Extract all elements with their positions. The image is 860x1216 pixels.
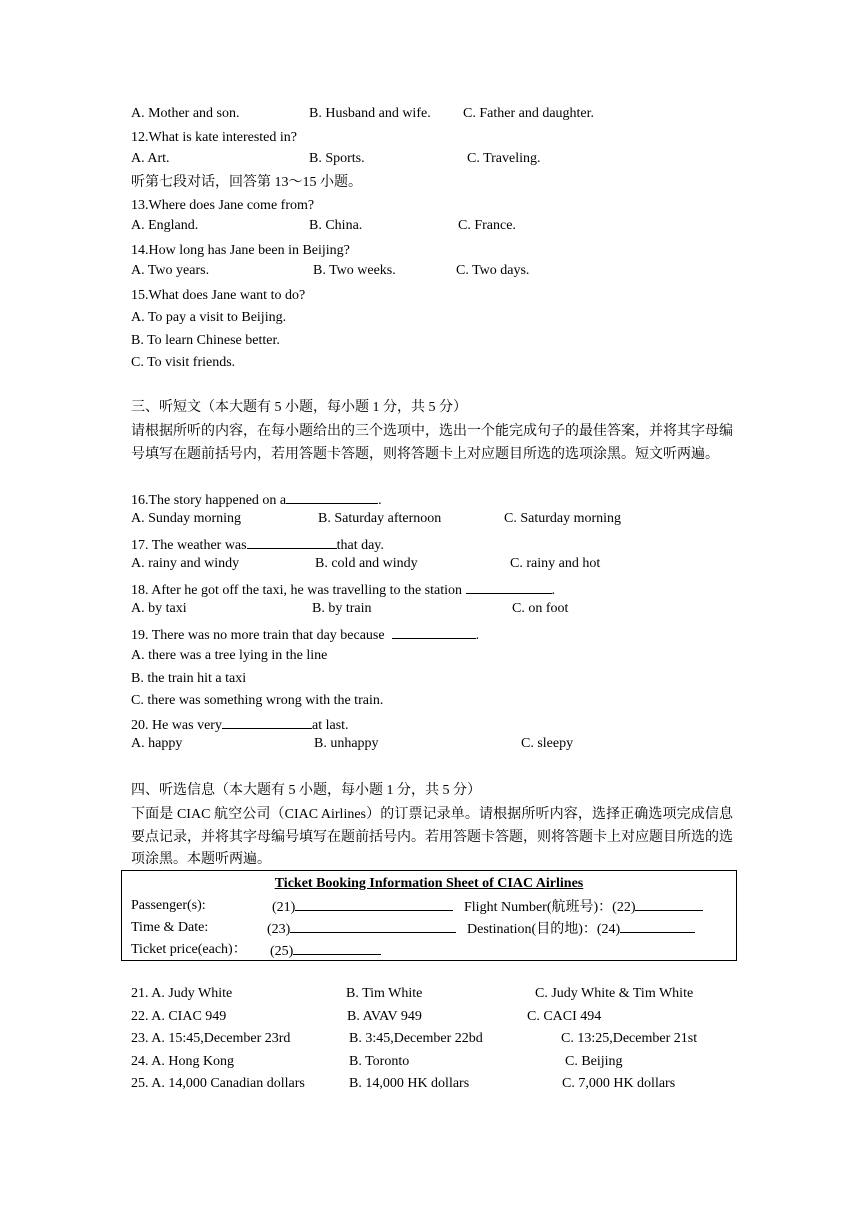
q19-option-b: B. the train hit a taxi	[131, 671, 247, 686]
q17-stem-end: that day.	[336, 538, 384, 553]
q19-stem	[131, 624, 479, 644]
passenger-answer-blank	[295, 896, 453, 911]
flight-number-answer-blank	[635, 896, 703, 911]
q16-option-a: A. Sunday morning	[131, 511, 242, 526]
q14-option-c: C. Two days.	[456, 263, 530, 278]
q21-option-a: 21. A. Judy White	[131, 986, 233, 1001]
q16-stem	[131, 489, 382, 509]
q14-option-a: A. Two years.	[131, 263, 210, 278]
q19-answer-blank	[392, 624, 476, 639]
q25-option-c: C. 7,000 HK dollars	[562, 1076, 676, 1091]
q25-option-a: 25. A. 14,000 Canadian dollars	[131, 1076, 305, 1091]
q13-option-a: A. England.	[131, 218, 199, 233]
time-date-answer-blank	[290, 918, 456, 933]
q24-option-a: 24. A. Hong Kong	[131, 1054, 235, 1069]
q19-option-c: C. there was something wrong with the train.	[131, 693, 384, 708]
q17-answer-blank	[247, 534, 337, 549]
q13-stem: 13.Where does Jane come from?	[131, 198, 315, 213]
q17-option-c: C. rainy and hot	[510, 556, 601, 571]
ticket-sheet-title: Ticket Booking Information Sheet of CIAC Airlines	[274, 876, 584, 891]
q16-stem-text: 16.The story happened on a	[131, 493, 287, 508]
q22-option-c: C. CACI 494	[527, 1009, 602, 1024]
q16-option-b: B. Saturday afternoon	[318, 511, 442, 526]
ticket-price-field-number: (25)	[270, 944, 294, 959]
q23-option-b: B. 3:45,December 22bd	[349, 1031, 483, 1046]
q18-option-b: B. by train	[312, 601, 372, 616]
passenger-field-number: (21)	[272, 900, 296, 915]
passenger-field	[272, 896, 453, 916]
destination-label: Destination(目的地)：(24)	[467, 922, 621, 937]
time-date-field-number: (23)	[267, 922, 291, 937]
q15-option-b: B. To learn Chinese better.	[131, 333, 280, 348]
q21-option-c: C. Judy White & Tim White	[535, 986, 694, 1001]
q18-stem-text: 18. After he got off the taxi, he was travelling to the station	[131, 583, 462, 598]
q16-option-c: C. Saturday morning	[504, 511, 622, 526]
q19-stem-end: .	[475, 628, 480, 643]
q20-stem	[131, 714, 349, 734]
section4-heading: 四、听选信息（本大题有 5 小题，每小题 1 分，共 5 分）	[131, 783, 481, 798]
q11-option-a: A. Mother and son.	[131, 106, 240, 121]
q18-answer-blank	[466, 579, 552, 594]
q23-option-a: 23. A. 15:45,December 23rd	[131, 1031, 291, 1046]
destination-field	[467, 918, 695, 938]
q15-option-a: A. To pay a visit to Beijing.	[131, 310, 287, 325]
q16-answer-blank	[286, 489, 378, 504]
q15-option-c: C. To visit friends.	[131, 355, 236, 370]
q17-option-a: A. rainy and windy	[131, 556, 240, 571]
q22-option-b: B. AVAV 949	[347, 1009, 422, 1024]
q20-option-c: C. sleepy	[521, 736, 574, 751]
q18-option-c: C. on foot	[512, 601, 569, 616]
ticket-price-answer-blank	[293, 940, 381, 955]
ticket-price-field	[270, 940, 381, 960]
q13-option-c: C. France.	[458, 218, 516, 233]
time-date-label: Time & Date:	[131, 920, 209, 935]
q20-option-b: B. unhappy	[314, 736, 379, 751]
q18-option-a: A. by taxi	[131, 601, 187, 616]
q15-stem: 15.What does Jane want to do?	[131, 288, 306, 303]
dialog7-instruction: 听第七段对话，回答第 13～15 小题。	[131, 175, 362, 190]
q14-stem: 14.How long has Jane been in Beijing?	[131, 243, 350, 258]
flight-number-label: Flight Number(航班号)：(22)	[464, 900, 636, 915]
q18-stem	[131, 579, 555, 599]
q12-option-b: B. Sports.	[309, 151, 365, 166]
destination-answer-blank	[620, 918, 695, 933]
q17-stem	[131, 534, 384, 554]
passenger-label: Passenger(s):	[131, 898, 206, 913]
section3-instruction: 请根据所听的内容，在每小题给出的三个选项中，选出一个能完成句子的最佳答案，并将其字母编号填写在题前括号内，若用答题卡答题，则将答题卡上对应题目所选的选项涂黑。短文听两遍。	[131, 424, 733, 462]
q11-option-b: B. Husband and wife.	[309, 106, 431, 121]
q21-option-b: B. Tim White	[346, 986, 423, 1001]
q18-stem-end: .	[551, 583, 555, 598]
q16-stem-end: .	[378, 493, 382, 508]
q24-option-b: B. Toronto	[349, 1054, 410, 1069]
ticket-price-label: Ticket price(each)：	[131, 942, 247, 957]
ticket-booking-sheet	[121, 870, 737, 961]
q12-stem: 12.What is kate interested in?	[131, 130, 297, 145]
q20-option-a: A. happy	[131, 736, 183, 751]
q12-option-a: A. Art.	[131, 151, 170, 166]
q17-option-b: B. cold and windy	[315, 556, 418, 571]
q14-option-b: B. Two weeks.	[313, 263, 396, 278]
q13-option-b: B. China.	[309, 218, 363, 233]
q20-stem-text: 20. He was very	[131, 718, 222, 733]
q20-answer-blank	[222, 714, 312, 729]
q24-option-c: C. Beijing	[565, 1054, 623, 1069]
section3-heading: 三、听短文（本大题有 5 小题，每小题 1 分，共 5 分）	[131, 400, 467, 415]
q19-option-a: A. there was a tree lying in the line	[131, 648, 328, 663]
q19-stem-text: 19. There was no more train that day because	[131, 628, 385, 643]
flight-number-field	[464, 896, 703, 916]
time-date-field	[267, 918, 456, 938]
q11-option-c: C. Father and daughter.	[463, 106, 595, 121]
q23-option-c: C. 13:25,December 21st	[561, 1031, 698, 1046]
q12-option-c: C. Traveling.	[467, 151, 541, 166]
q25-option-b: B. 14,000 HK dollars	[349, 1076, 470, 1091]
q17-stem-text: 17. The weather was	[131, 538, 247, 553]
section4-instruction: 下面是 CIAC 航空公司（CIAC Airlines）的订票记录单。请根据所听内容，选择正确选项完成信息要点记录，并将其字母编号填写在题前括号内。若用答题卡答题，则将答题卡上对应题目所选的选项涂黑。本题听两遍。	[131, 807, 733, 867]
q20-stem-end: at last.	[311, 718, 349, 733]
q22-option-a: 22. A. CIAC 949	[131, 1009, 227, 1024]
